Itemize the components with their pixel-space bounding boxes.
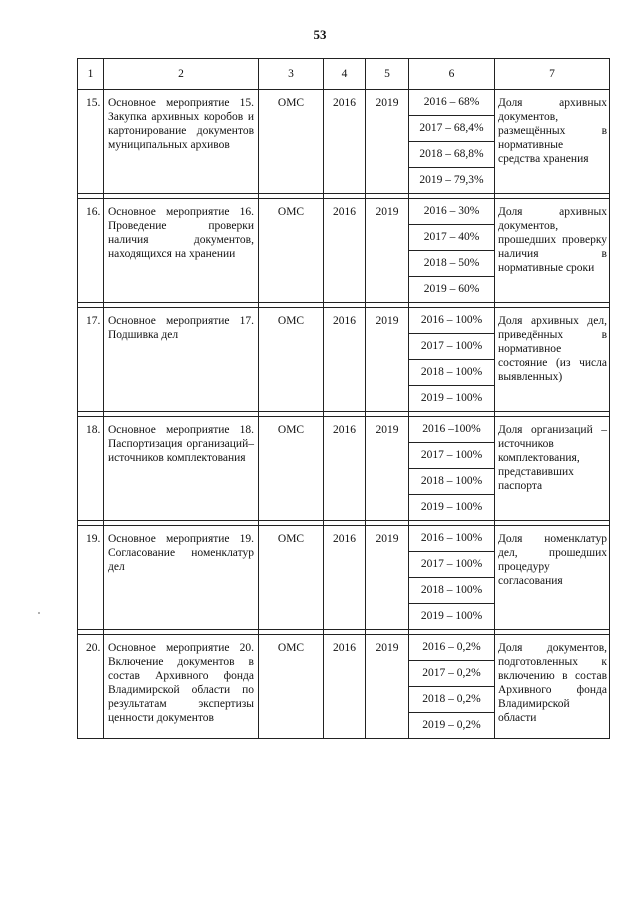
target-value: 2017 – 68,4% — [409, 116, 494, 142]
end-year: 2019 — [366, 199, 409, 303]
indicator: Доля архивных дел, приведённых в нормативное состояние (из числа выявленных) — [495, 308, 610, 412]
header-cell: 3 — [259, 59, 324, 90]
row-number: 17. — [78, 308, 104, 412]
end-year: 2019 — [366, 635, 409, 739]
event-name: Основное мероприятие 20. Включение документов в состав Архивного фонда Владимирской области по результатам экспертизы ценности документов — [104, 635, 259, 739]
table-row — [78, 90, 610, 194]
target-value: 2018 – 0,2% — [409, 687, 494, 713]
table-row — [78, 526, 610, 630]
header-cell: 7 — [495, 59, 610, 90]
target-value: 2019 – 100% — [420, 501, 483, 513]
start-year: 2016 — [324, 635, 366, 739]
end-year: 2019 — [366, 526, 409, 630]
scan-speck — [38, 612, 40, 614]
table-row — [78, 635, 610, 739]
target-value: 2017 – 100% — [409, 552, 494, 578]
header-cell: 6 — [409, 59, 495, 90]
start-year: 2016 — [324, 417, 366, 521]
events-table — [77, 58, 610, 739]
executor: ОМС — [259, 308, 324, 412]
header-cell: 2 — [104, 59, 259, 90]
target-value: 2019 – 100% — [420, 392, 483, 404]
executor: ОМС — [259, 417, 324, 521]
target-values — [409, 199, 495, 303]
table-row — [78, 308, 610, 412]
end-year: 2019 — [366, 308, 409, 412]
target-value: 2019 – 100% — [420, 610, 483, 622]
table-row — [78, 199, 610, 303]
executor: ОМС — [259, 635, 324, 739]
row-number: 20. — [78, 635, 104, 739]
target-value: 2018 – 100% — [409, 360, 494, 386]
target-value: 2018 – 68,8% — [409, 142, 494, 168]
start-year: 2016 — [324, 526, 366, 630]
event-name: Основное мероприятие 16. Проведение проверки наличия документов, находящихся на хранении — [104, 199, 259, 303]
executor: ОМС — [259, 199, 324, 303]
start-year: 2016 — [324, 90, 366, 194]
header-cell: 1 — [78, 59, 104, 90]
target-value: 2016 – 100% — [409, 308, 494, 334]
target-value: 2018 – 100% — [409, 578, 494, 604]
page-number: 53 — [313, 27, 327, 42]
row-number: 19. — [78, 526, 104, 630]
target-value: 2016 – 68% — [409, 90, 494, 116]
indicator: Доля архивных документов, прошедших проверку наличия в нормативные сроки — [495, 199, 610, 303]
indicator: Доля документов, подготовленных к включению в состав Архивного фонда Владимирской области — [495, 635, 610, 739]
target-value: 2016 – 0,2% — [409, 635, 494, 661]
indicator: Доля номенклатур дел, прошедших процедуру согласования — [495, 526, 610, 630]
target-value: 2018 – 50% — [409, 251, 494, 277]
target-value: 2019 – 0,2% — [422, 719, 481, 731]
start-year: 2016 — [324, 199, 366, 303]
target-values — [409, 90, 495, 194]
start-year: 2016 — [324, 308, 366, 412]
row-number: 18. — [78, 417, 104, 521]
target-values — [409, 308, 495, 412]
table-row — [78, 417, 610, 521]
target-value: 2019 – 60% — [423, 283, 480, 295]
target-value: 2017 – 100% — [409, 334, 494, 360]
target-value: 2017 – 0,2% — [409, 661, 494, 687]
header-row — [78, 59, 610, 90]
event-name: Основное мероприятие 19. Согласование номенклатур дел — [104, 526, 259, 630]
target-value: 2017 – 40% — [409, 225, 494, 251]
end-year: 2019 — [366, 90, 409, 194]
target-value: 2018 – 100% — [409, 469, 494, 495]
target-value: 2016 – 30% — [409, 199, 494, 225]
target-value: 2019 – 79,3% — [419, 174, 484, 186]
header-cell: 5 — [366, 59, 409, 90]
executor: ОМС — [259, 526, 324, 630]
indicator: Доля архивных документов, размещённых в нормативные средства хранения — [495, 90, 610, 194]
end-year: 2019 — [366, 417, 409, 521]
target-value: 2016 – 100% — [409, 526, 494, 552]
executor: ОМС — [259, 90, 324, 194]
event-name: Основное мероприятие 18. Паспортизация организаций–источников комплектования — [104, 417, 259, 521]
header-cell: 4 — [324, 59, 366, 90]
indicator: Доля организаций – источников комплектования, представивших паспорта — [495, 417, 610, 521]
row-number: 15. — [78, 90, 104, 194]
target-value: 2016 –100% — [409, 417, 494, 443]
target-values — [409, 417, 495, 521]
row-number: 16. — [78, 199, 104, 303]
target-values — [409, 526, 495, 630]
target-value: 2017 – 100% — [409, 443, 494, 469]
event-name: Основное мероприятие 15. Закупка архивных коробов и картонирование документов муниципальных архивов — [104, 90, 259, 194]
target-values — [409, 635, 495, 739]
event-name: Основное мероприятие 17. Подшивка дел — [104, 308, 259, 412]
